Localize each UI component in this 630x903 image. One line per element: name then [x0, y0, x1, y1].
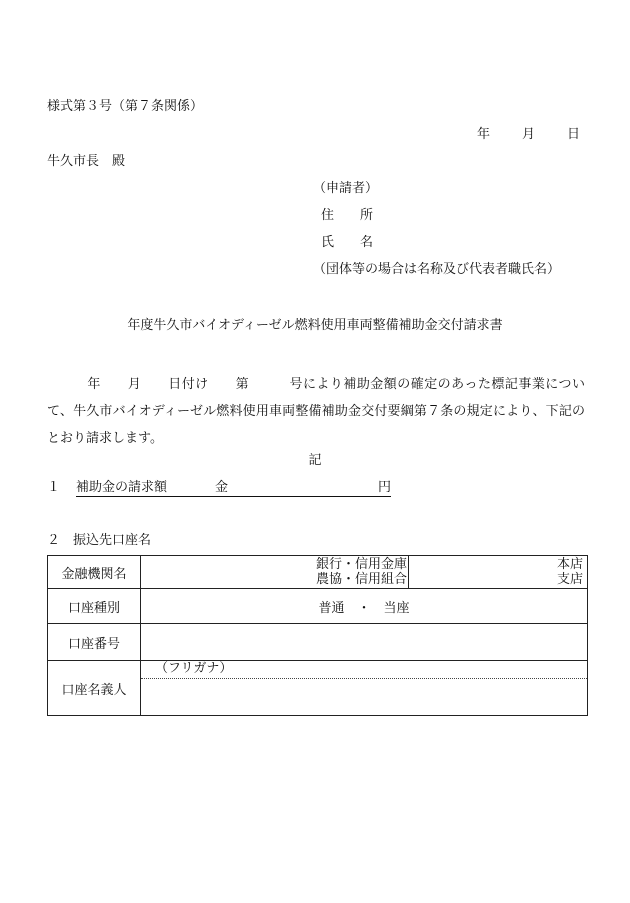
item1-yen: 円: [378, 480, 392, 495]
date-year: 年: [476, 127, 490, 142]
bank-row: [48, 556, 588, 589]
furigana-label: （フリガナ）: [141, 661, 587, 679]
account-holder-name-input[interactable]: [141, 679, 587, 715]
organization-note: （団体等の場合は名称及び代表者職氏名）: [313, 262, 561, 277]
bank-label: 金融機関名: [48, 556, 141, 589]
account-type-row: [48, 589, 588, 624]
transfer-account-heading: ２ 振込先口座名: [47, 533, 152, 548]
account-table: [47, 555, 588, 716]
bank-type-2: 農協・信用組合: [315, 572, 407, 587]
claim-amount-line: [47, 480, 391, 496]
bank-field[interactable]: [141, 556, 588, 589]
item1-number: １: [47, 480, 61, 495]
name-label: 氏 名: [321, 235, 374, 250]
date-day: 日: [566, 127, 580, 142]
account-number-label: 口座番号: [48, 624, 141, 661]
applicant-heading: （申請者）: [313, 181, 379, 196]
account-holder-field[interactable]: [141, 661, 588, 716]
account-holder-row: [48, 661, 588, 716]
form-number: 様式第３号（第７条関係）: [47, 99, 204, 114]
branch-2: 支店: [556, 572, 583, 587]
date-month: 月: [521, 127, 535, 142]
document-title: 年度牛久市バイオディーゼル燃料使用車両整備補助金交付請求書: [127, 318, 503, 333]
account-type-field[interactable]: 普通 ・ 当座: [141, 589, 588, 624]
account-number-row: [48, 624, 588, 661]
request-body-text: 年 月 日付け 第 号により補助金額の確定のあった標記事業について、牛久市バイオディーゼル燃料使用車両整備補助金交付要綱第７条の規定により、下記のとおり請求します。: [47, 377, 585, 446]
branch-1: 本店: [556, 557, 583, 572]
addressee: 牛久市長 殿: [47, 154, 126, 169]
item1-kin: 金: [215, 480, 229, 495]
bank-divider: [408, 556, 409, 588]
claim-amount-field[interactable]: [76, 480, 391, 497]
address-label: 住 所: [321, 208, 374, 223]
account-type-label: 口座種別: [48, 589, 141, 624]
account-number-field[interactable]: [141, 624, 588, 661]
item1-label: 補助金の請求額: [76, 480, 168, 495]
ki-heading: 記: [308, 453, 322, 468]
account-holder-label: 口座名義人: [48, 661, 141, 716]
bank-type-1: 銀行・信用金庫: [315, 557, 407, 572]
date-line: [477, 127, 580, 143]
